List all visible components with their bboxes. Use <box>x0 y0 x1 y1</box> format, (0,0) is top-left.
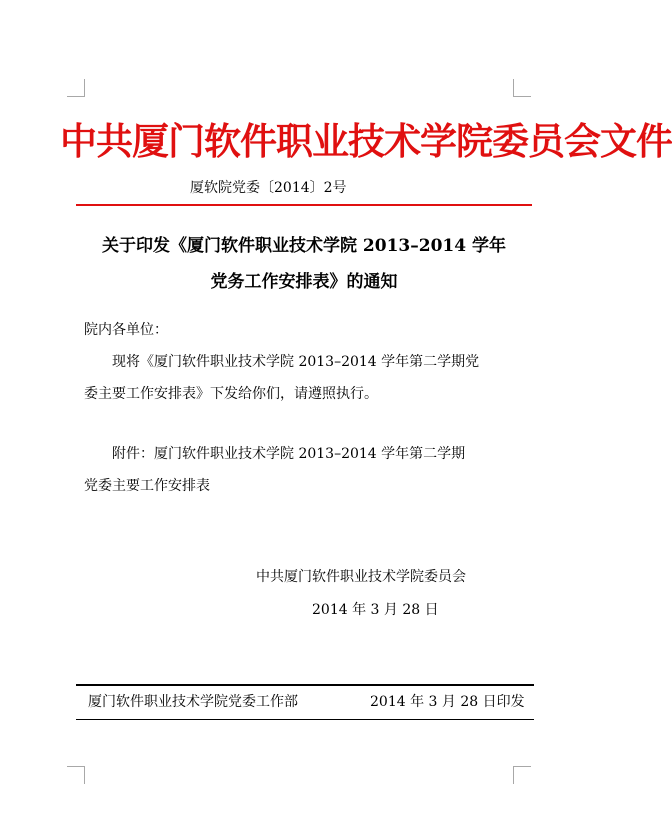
crop-mark-bottom-right-v <box>513 766 514 784</box>
crop-mark-top-right-h <box>513 96 531 97</box>
crop-mark-bottom-left-v <box>84 766 85 784</box>
crop-mark-bottom-right-h <box>513 766 531 767</box>
signature-date: 2014 年 3 月 28 日 <box>312 602 439 618</box>
footer-bottom-rule <box>76 719 534 720</box>
footer-issuer: 厦门软件职业技术学院党委工作部 <box>88 694 298 710</box>
document-number: 厦软院党委〔2014〕2号 <box>190 180 347 196</box>
crop-mark-top-left-v <box>84 79 85 97</box>
subject-line-1: 关于印发《厦门软件职业技术学院 2013–2014 学年 <box>102 236 506 256</box>
attachment-line-1: 附件：厦门软件职业技术学院 2013–2014 学年第二学期 <box>112 446 466 462</box>
crop-mark-bottom-left-h <box>67 766 85 767</box>
document-header-title: 中共厦门软件职业技术学院委员会文件 <box>60 119 672 163</box>
body-paragraph-line-2: 委主要工作安排表》下发给你们，请遵照执行。 <box>84 386 378 402</box>
crop-mark-top-left-h <box>67 96 85 97</box>
signature-organization: 中共厦门软件职业技术学院委员会 <box>256 569 466 585</box>
salutation: 院内各单位： <box>84 322 168 338</box>
footer-print-date: 2014 年 3 月 28 日印发 <box>370 694 525 710</box>
body-paragraph-line-1: 现将《厦门软件职业技术学院 2013–2014 学年第二学期党 <box>112 354 480 370</box>
footer-top-rule <box>76 684 534 686</box>
subject-line-2: 党务工作安排表》的通知 <box>210 272 398 292</box>
header-red-divider <box>76 204 532 206</box>
attachment-line-2: 党委主要工作安排表 <box>84 478 210 494</box>
crop-mark-top-right-v <box>513 79 514 97</box>
